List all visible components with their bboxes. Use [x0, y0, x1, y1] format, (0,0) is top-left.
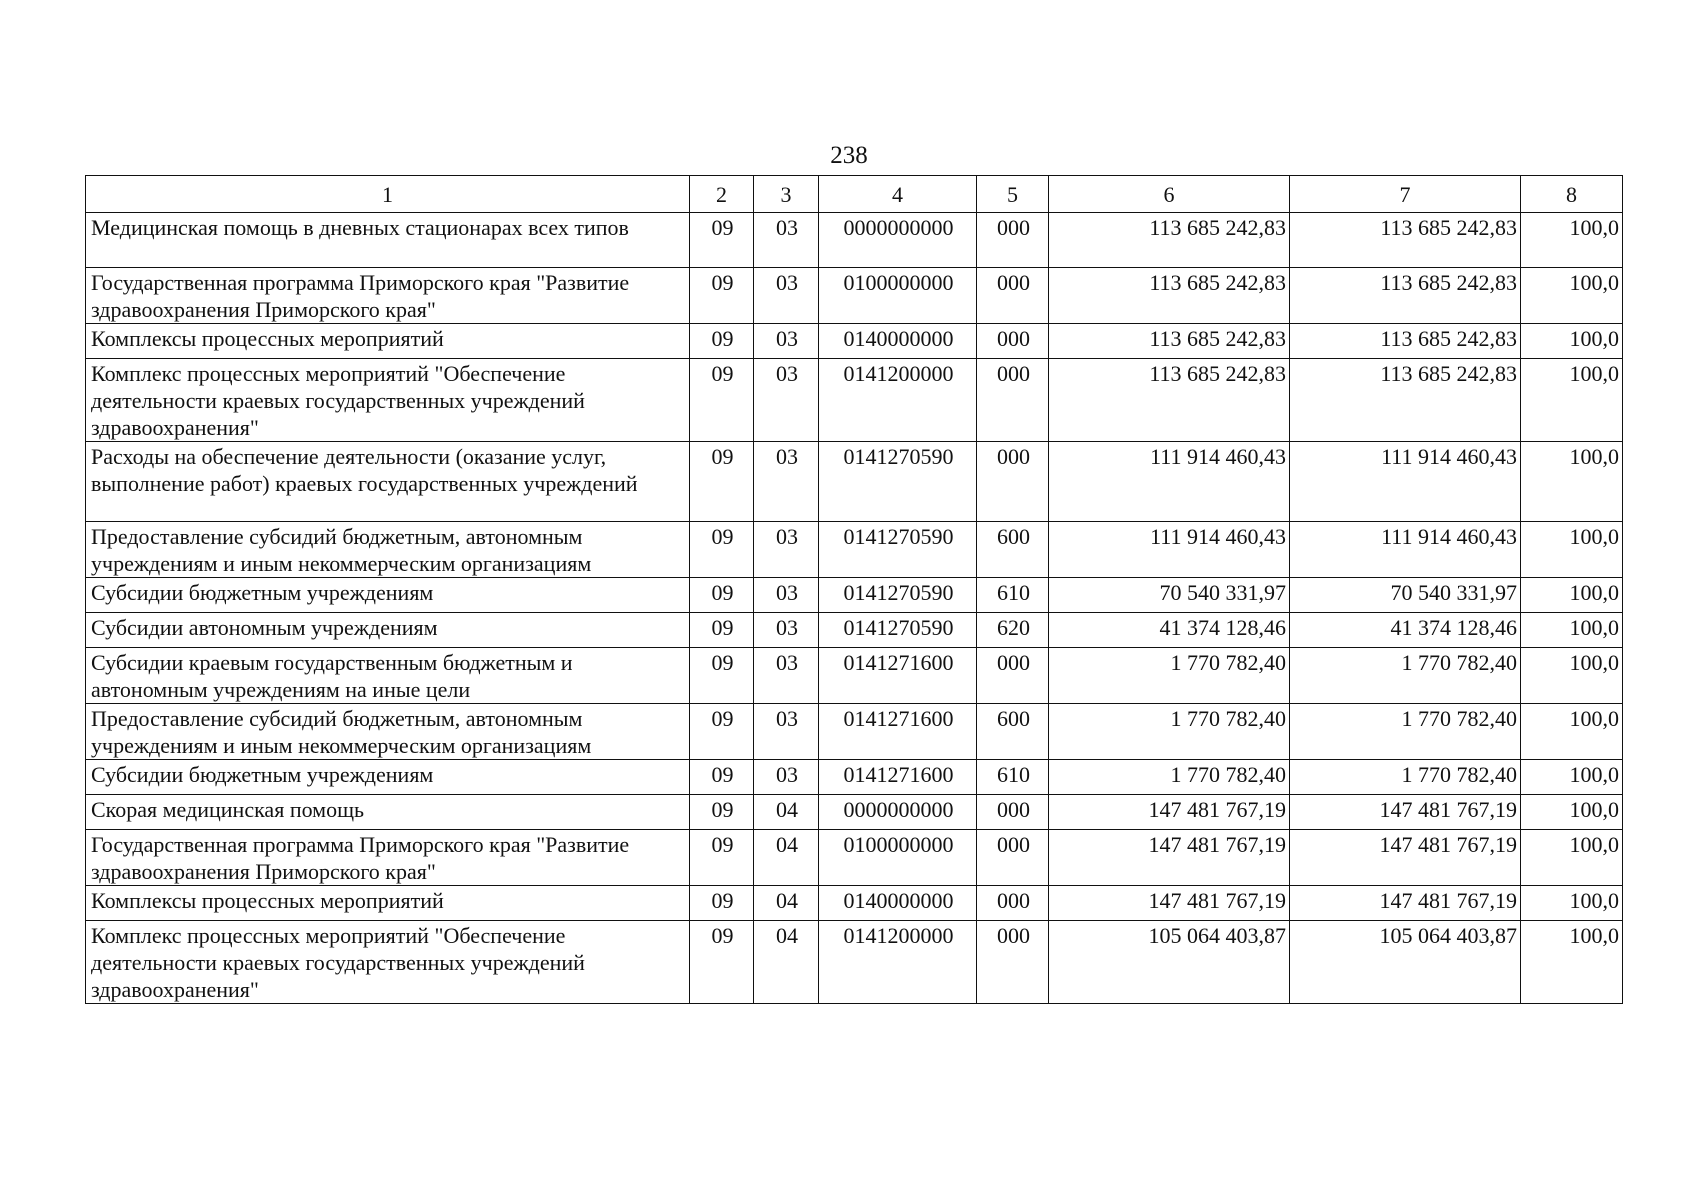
- section-code-cell: 09: [690, 886, 754, 921]
- planned-amount-cell: 147 481 767,19: [1049, 795, 1290, 830]
- percent-cell: 100,0: [1521, 324, 1623, 359]
- target-article-cell: 0141271600: [819, 704, 977, 760]
- subsection-code-cell: 04: [754, 886, 819, 921]
- percent-cell: 100,0: [1521, 830, 1623, 886]
- planned-amount-cell: 1 770 782,40: [1049, 648, 1290, 704]
- table-row: [86, 268, 1623, 324]
- percent-cell: 100,0: [1521, 359, 1623, 442]
- header-cell-3: 3: [754, 176, 819, 213]
- section-code-cell: 09: [690, 213, 754, 268]
- section-code-cell: 09: [690, 442, 754, 522]
- row-name-cell: Скорая медицинская помощь: [86, 795, 690, 830]
- row-name-cell: Комплекс процессных мероприятий "Обеспечение деятельности краевых государственных учреждений здравоохранения": [86, 359, 690, 442]
- subsection-code-cell: 04: [754, 830, 819, 886]
- expense-type-cell: 000: [977, 830, 1049, 886]
- expense-type-cell: 610: [977, 760, 1049, 795]
- header-cell-1: 1: [86, 176, 690, 213]
- header-cell-8: 8: [1521, 176, 1623, 213]
- percent-cell: 100,0: [1521, 921, 1623, 1004]
- expense-type-cell: 000: [977, 921, 1049, 1004]
- section-code-cell: 09: [690, 324, 754, 359]
- table-row: [86, 830, 1623, 886]
- row-name-cell: Предоставление субсидий бюджетным, автономным учреждениям и иным некоммерческим организациям: [86, 522, 690, 578]
- section-code-cell: 09: [690, 522, 754, 578]
- target-article-cell: 0141270590: [819, 613, 977, 648]
- planned-amount-cell: 113 685 242,83: [1049, 359, 1290, 442]
- percent-cell: 100,0: [1521, 795, 1623, 830]
- expense-type-cell: 000: [977, 324, 1049, 359]
- section-code-cell: 09: [690, 760, 754, 795]
- table-body: [86, 213, 1623, 1004]
- subsection-code-cell: 03: [754, 268, 819, 324]
- percent-cell: 100,0: [1521, 648, 1623, 704]
- header-cell-2: 2: [690, 176, 754, 213]
- executed-amount-cell: 147 481 767,19: [1290, 795, 1521, 830]
- executed-amount-cell: 1 770 782,40: [1290, 648, 1521, 704]
- executed-amount-cell: 70 540 331,97: [1290, 578, 1521, 613]
- subsection-code-cell: 04: [754, 795, 819, 830]
- row-name-cell: Государственная программа Приморского края "Развитие здравоохранения Приморского края": [86, 830, 690, 886]
- subsection-code-cell: 03: [754, 578, 819, 613]
- subsection-code-cell: 03: [754, 704, 819, 760]
- header-cell-7: 7: [1290, 176, 1521, 213]
- row-name-cell: Медицинская помощь в дневных стационарах всех типов: [86, 213, 690, 268]
- section-code-cell: 09: [690, 578, 754, 613]
- subsection-code-cell: 03: [754, 760, 819, 795]
- expense-type-cell: 000: [977, 795, 1049, 830]
- planned-amount-cell: 41 374 128,46: [1049, 613, 1290, 648]
- table-row: [86, 442, 1623, 522]
- executed-amount-cell: 113 685 242,83: [1290, 268, 1521, 324]
- row-name-cell: Предоставление субсидий бюджетным, автономным учреждениям и иным некоммерческим организациям: [86, 704, 690, 760]
- row-name-cell: Расходы на обеспечение деятельности (оказание услуг, выполнение работ) краевых государственных учреждений: [86, 442, 690, 522]
- percent-cell: 100,0: [1521, 442, 1623, 522]
- section-code-cell: 09: [690, 613, 754, 648]
- table-row: [86, 921, 1623, 1004]
- expense-type-cell: 610: [977, 578, 1049, 613]
- table-row: [86, 886, 1623, 921]
- percent-cell: 100,0: [1521, 613, 1623, 648]
- percent-cell: 100,0: [1521, 213, 1623, 268]
- subsection-code-cell: 03: [754, 324, 819, 359]
- planned-amount-cell: 1 770 782,40: [1049, 760, 1290, 795]
- expense-type-cell: 000: [977, 442, 1049, 522]
- expense-type-cell: 600: [977, 522, 1049, 578]
- executed-amount-cell: 113 685 242,83: [1290, 213, 1521, 268]
- section-code-cell: 09: [690, 795, 754, 830]
- row-name-cell: Субсидии автономным учреждениям: [86, 613, 690, 648]
- row-name-cell: Комплексы процессных мероприятий: [86, 324, 690, 359]
- percent-cell: 100,0: [1521, 704, 1623, 760]
- planned-amount-cell: 113 685 242,83: [1049, 324, 1290, 359]
- planned-amount-cell: 105 064 403,87: [1049, 921, 1290, 1004]
- subsection-code-cell: 03: [754, 522, 819, 578]
- row-name-cell: Комплекс процессных мероприятий "Обеспечение деятельности краевых государственных учреждений здравоохранения": [86, 921, 690, 1004]
- target-article-cell: 0140000000: [819, 886, 977, 921]
- executed-amount-cell: 41 374 128,46: [1290, 613, 1521, 648]
- target-article-cell: 0141270590: [819, 522, 977, 578]
- executed-amount-cell: 105 064 403,87: [1290, 921, 1521, 1004]
- executed-amount-cell: 113 685 242,83: [1290, 324, 1521, 359]
- executed-amount-cell: 147 481 767,19: [1290, 830, 1521, 886]
- target-article-cell: 0100000000: [819, 268, 977, 324]
- table-row: [86, 213, 1623, 268]
- subsection-code-cell: 03: [754, 613, 819, 648]
- expense-type-cell: 000: [977, 648, 1049, 704]
- budget-table: [85, 175, 1623, 1004]
- table-row: [86, 578, 1623, 613]
- percent-cell: 100,0: [1521, 578, 1623, 613]
- section-code-cell: 09: [690, 268, 754, 324]
- percent-cell: 100,0: [1521, 886, 1623, 921]
- expense-type-cell: 000: [977, 268, 1049, 324]
- planned-amount-cell: 147 481 767,19: [1049, 830, 1290, 886]
- subsection-code-cell: 03: [754, 359, 819, 442]
- header-cell-4: 4: [819, 176, 977, 213]
- executed-amount-cell: 111 914 460,43: [1290, 522, 1521, 578]
- target-article-cell: 0141271600: [819, 648, 977, 704]
- row-name-cell: Субсидии бюджетным учреждениям: [86, 578, 690, 613]
- expense-type-cell: 000: [977, 886, 1049, 921]
- expense-type-cell: 000: [977, 359, 1049, 442]
- row-name-cell: Государственная программа Приморского края "Развитие здравоохранения Приморского края": [86, 268, 690, 324]
- target-article-cell: 0141200000: [819, 921, 977, 1004]
- target-article-cell: 0140000000: [819, 324, 977, 359]
- table-row: [86, 795, 1623, 830]
- executed-amount-cell: 147 481 767,19: [1290, 886, 1521, 921]
- planned-amount-cell: 70 540 331,97: [1049, 578, 1290, 613]
- target-article-cell: 0141270590: [819, 442, 977, 522]
- planned-amount-cell: 113 685 242,83: [1049, 213, 1290, 268]
- table-header: [86, 176, 1623, 213]
- planned-amount-cell: 147 481 767,19: [1049, 886, 1290, 921]
- page-number: 238: [830, 142, 868, 169]
- header-cell-6: 6: [1049, 176, 1290, 213]
- target-article-cell: 0141270590: [819, 578, 977, 613]
- target-article-cell: 0100000000: [819, 830, 977, 886]
- target-article-cell: 0141200000: [819, 359, 977, 442]
- subsection-code-cell: 04: [754, 921, 819, 1004]
- row-name-cell: Субсидии краевым государственным бюджетным и автономным учреждениям на иные цели: [86, 648, 690, 704]
- planned-amount-cell: 111 914 460,43: [1049, 522, 1290, 578]
- percent-cell: 100,0: [1521, 760, 1623, 795]
- target-article-cell: 0141271600: [819, 760, 977, 795]
- subsection-code-cell: 03: [754, 648, 819, 704]
- section-code-cell: 09: [690, 704, 754, 760]
- section-code-cell: 09: [690, 921, 754, 1004]
- executed-amount-cell: 113 685 242,83: [1290, 359, 1521, 442]
- table-row: [86, 760, 1623, 795]
- subsection-code-cell: 03: [754, 213, 819, 268]
- table-row: [86, 522, 1623, 578]
- section-code-cell: 09: [690, 359, 754, 442]
- executed-amount-cell: 1 770 782,40: [1290, 704, 1521, 760]
- table-row: [86, 704, 1623, 760]
- expense-type-cell: 000: [977, 213, 1049, 268]
- section-code-cell: 09: [690, 830, 754, 886]
- target-article-cell: 0000000000: [819, 213, 977, 268]
- table-row: [86, 613, 1623, 648]
- table-row: [86, 648, 1623, 704]
- expense-type-cell: 620: [977, 613, 1049, 648]
- table-row: [86, 359, 1623, 442]
- planned-amount-cell: 113 685 242,83: [1049, 268, 1290, 324]
- percent-cell: 100,0: [1521, 268, 1623, 324]
- executed-amount-cell: 111 914 460,43: [1290, 442, 1521, 522]
- header-row: [86, 176, 1623, 213]
- target-article-cell: 0000000000: [819, 795, 977, 830]
- header-cell-5: 5: [977, 176, 1049, 213]
- planned-amount-cell: 1 770 782,40: [1049, 704, 1290, 760]
- table-row: [86, 324, 1623, 359]
- expense-type-cell: 600: [977, 704, 1049, 760]
- section-code-cell: 09: [690, 648, 754, 704]
- row-name-cell: Комплексы процессных мероприятий: [86, 886, 690, 921]
- executed-amount-cell: 1 770 782,40: [1290, 760, 1521, 795]
- row-name-cell: Субсидии бюджетным учреждениям: [86, 760, 690, 795]
- subsection-code-cell: 03: [754, 442, 819, 522]
- percent-cell: 100,0: [1521, 522, 1623, 578]
- planned-amount-cell: 111 914 460,43: [1049, 442, 1290, 522]
